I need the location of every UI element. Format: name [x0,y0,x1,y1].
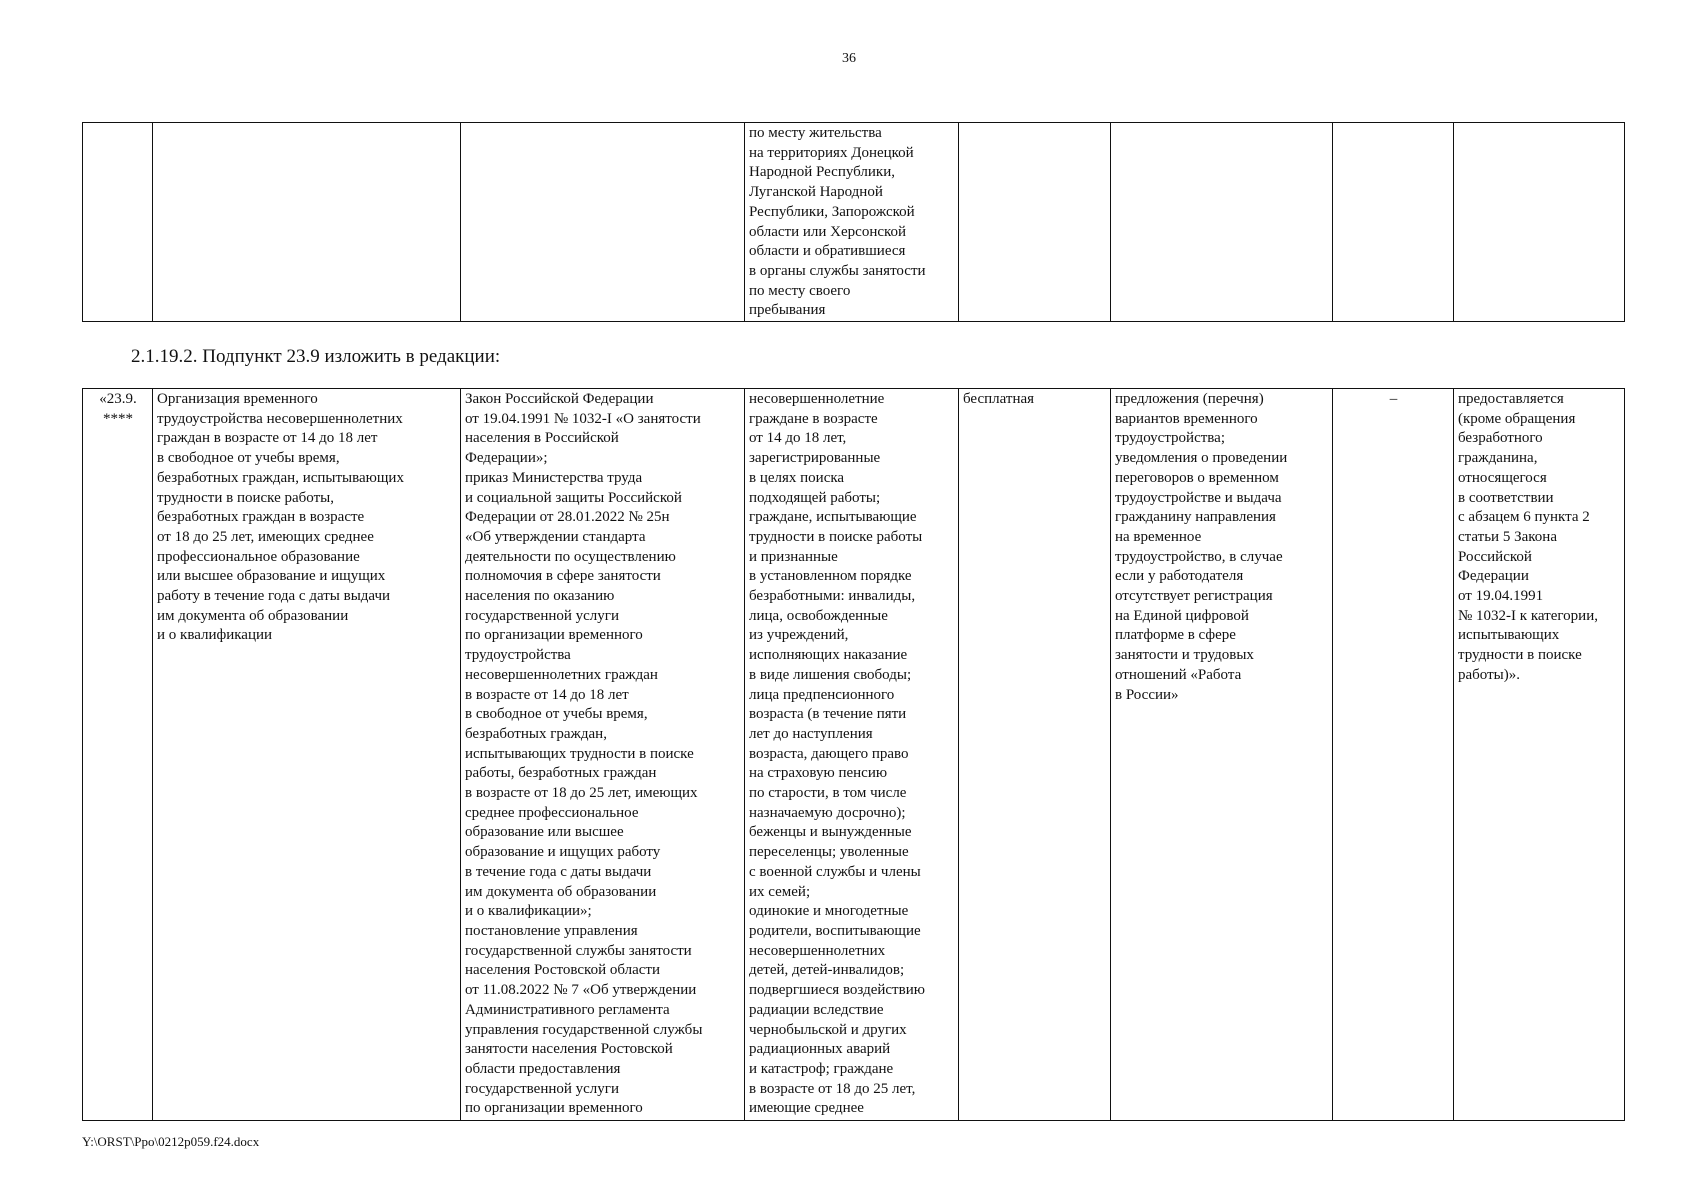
table-row [83,389,1625,1121]
continuation-table [82,122,1625,322]
table-cell-service [153,123,461,322]
table-cell-result [1111,123,1333,322]
table-cell-dash: – [1333,389,1454,1121]
table-cell-legal-basis: Закон Российской Федерации от 19.04.1991 № 1032-I «О занятости населения в Российской Федерации»; приказ Министерства труда и социальной защиты Российской Федерации от 28.01.2022 № 25н «Об утверждении стандарта деятельности по осуществлению полномочия в сфере занятости населения по оказанию государственной услуги по организации временного трудоустройства несовершеннолетних граждан в возрасте от 14 до 18 лет в свободное от учебы время, безработных граждан, испытывающих трудности в поиске работы, безработных граждан в возрасте от 18 до 25 лет, имеющих среднее профессиональное образование или высшее образование и ищущих работу в течение года с даты выдачи им документа об образовании и о квалификации»; постановление управления государственной службы занятости населения Ростовской области от 11.08.2022 № 7 «Об утверждении Административного регламента управления государственной службы занятости населения Ростовской области предоставления государственной услуги по организации временного [461,389,745,1121]
table-cell-note: предоставляется (кроме обращения безработного гражданина, относящегося в соответствии с абзацем 6 пункта 2 статьи 5 Закона Российской Федерации от 19.04.1991 № 1032-I к категории, испытывающих трудности в поиске работы)». [1454,389,1625,1121]
footer-file-path: Y:\ORST\Ppo\0212p059.f24.docx [82,1134,260,1149]
table-cell-payment: бесплатная [959,389,1111,1121]
table-cell-number: «23.9. **** [83,389,153,1121]
amended-table [82,388,1625,1121]
table-cell-number [83,123,153,322]
table-cell-note [1454,123,1625,322]
table-cell-recipients: по месту жительства на территориях Донецкой Народной Республики, Луганской Народной Республики, Запорожской области или Херсонской области и обратившиеся в органы службы занятости по месту своего пребывания [745,123,959,322]
table-cell-legal-basis [461,123,745,322]
table-row [83,123,1625,322]
table-cell-recipients: несовершеннолетние граждане в возрасте от 14 до 18 лет, зарегистрированные в целях поиска подходящей работы; граждане, испытывающие трудности в поиске работы и признанные в установленном порядке безработными: инвалиды, лица, освобожденные из учреждений, исполняющих наказание в виде лишения свободы; лица предпенсионного возраста (в течение пяти лет до наступления возраста, дающего право на страховую пенсию по старости, в том числе назначаемую досрочно); беженцы и вынужденные переселенцы; уволенные с военной службы и члены их семей; одинокие и многодетные родители, воспитывающие несовершеннолетних детей, детей-инвалидов; подвергшиеся воздействию радиации вследствие чернобыльской и других радиационных аварий и катастроф; граждане в возрасте от 18 до 25 лет, имеющие среднее [745,389,959,1121]
table-cell-result: предложения (перечня) вариантов временного трудоустройства; уведомления о проведении переговоров о временном трудоустройстве и выдача гражданину направления на временное трудоустройство, в случае если у работодателя отсутствует регистрация на Единой цифровой платформе в сфере занятости и трудовых отношений «Работа в России» [1111,389,1333,1121]
table-cell-payment [959,123,1111,322]
table-cell-service: Организация временного трудоустройства несовершеннолетних граждан в возрасте от 14 до 18 лет в свободное от учебы время, безработных граждан, испытывающих трудности в поиске работы, безработных граждан в возрасте от 18 до 25 лет, имеющих среднее профессиональное образование или высшее образование и ищущих работу в течение года с даты выдачи им документа об образовании и о квалификации [153,389,461,1121]
section-heading: 2.1.19.2. Подпункт 23.9 изложить в редакции: [131,346,501,367]
table-cell-dash [1333,123,1454,322]
page-number: 36 [842,51,856,66]
